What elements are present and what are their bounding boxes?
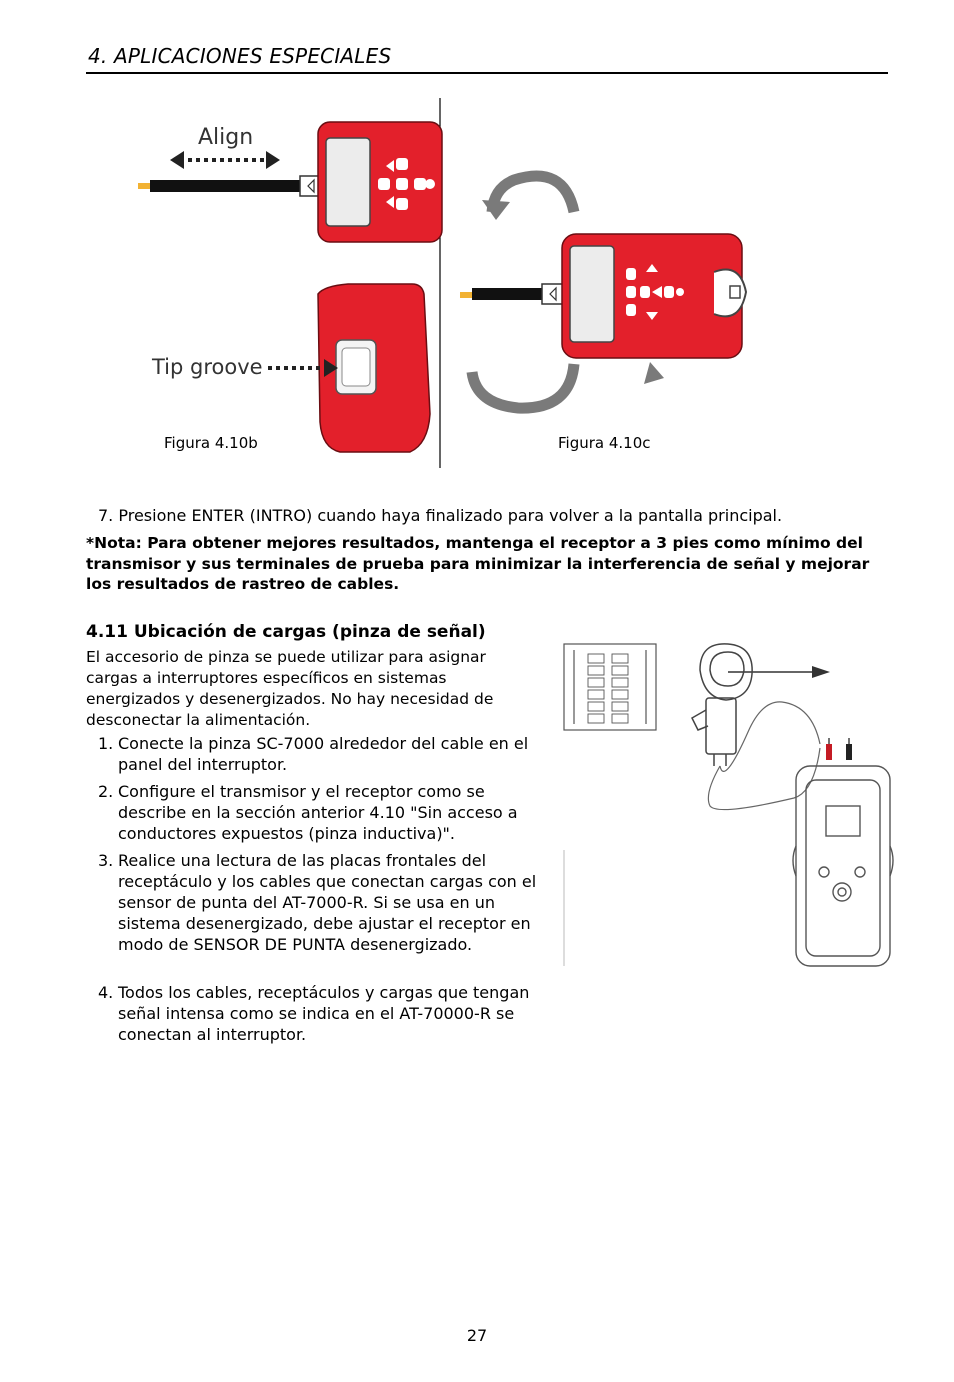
step-7 [98,505,878,526]
step-text: Configure el transmisor y el receptor como se describe en la sección anterior 4.10 "Sin acceso a conductores expuestos (pinza inductiva)". [118,782,518,843]
list-item: 1. Conecte la pinza SC-7000 alrededor del cable en el panel del interruptor. [98,733,538,775]
section-heading: 4. APLICACIONES ESPECIALES [88,44,392,68]
list-item: 4. Todos los cables, receptáculos y cargas que tengan señal intensa como se indica en el AT-70000-R se conectan al interruptor. [98,982,538,1045]
step-text: Todos los cables, receptáculos y cargas que tengan señal intensa como se indica en el AT-70000-R se conectan al interruptor. [118,983,530,1044]
note-text: *Nota: Para obtener mejores resultados, mantenga el receptor a 3 pies como mínimo del transmisor y sus terminales de prueba para minimizar la interferencia de señal y mejorar los resultados de rastreo de cables. [86,534,870,593]
figure-4-10c-caption: Figura 4.10c [558,434,651,452]
receiver-align-illustration [138,122,442,242]
cable-tip [138,183,152,189]
figures-4-10-illustration [86,96,806,472]
receiver-device [793,766,893,966]
list-item: 3. Realice una lectura de las placas frontales del receptáculo y los cables que conectan cargas con el sensor de punta del AT-7000-R. Si se usa en un sistema desenergizado, debe ajustar el receptor en modo de SENSOR DE PUNTA desenergizado. [98,851,537,954]
page-number: 27 [466,1326,488,1345]
tip-groove-illustration [151,284,430,452]
cable [150,180,302,192]
signal-clamp-illustration [560,640,896,972]
tip-groove-label: Tip groove [152,355,263,379]
step-7-number: 7. [98,506,114,525]
page-header [86,40,888,74]
signal-clamp [692,644,752,766]
section-4-11-intro: El accesorio de pinza se puede utilizar para asignar cargas a interruptores específicos en sistemas energizados y desenergizados. No hay necesidad de desconectar la alimentación. [86,648,494,729]
step-7-text: Presione ENTER (INTRO) cuando haya finalizado para volver a la pantalla principal. [118,506,783,525]
section-4-11-title: 4.11 Ubicación de cargas (pinza de señal) [86,622,486,642]
step-text: Realice una lectura de las placas frontales del receptáculo y los cables que conectan cargas con el sensor de punta del AT-7000-R. Si se usa en un sistema desenergizado, debe ajustar el receptor en modo de SENSOR DE PUNTA desenergizado. [118,851,537,954]
receiver-rotate-illustration [460,176,746,408]
list-item: 2. Configure el transmisor y el receptor como se describe en la sección anterior 4.10 "Sin acceso a conductores expuestos (pinza inductiva)". [98,781,538,844]
breaker-panel [564,644,656,730]
step-text: Conecte la pinza SC-7000 alrededor del cable en el panel del interruptor. [118,734,529,774]
figure-4-10b-caption: Figura 4.10b [164,434,258,452]
align-label: Align [198,125,254,150]
